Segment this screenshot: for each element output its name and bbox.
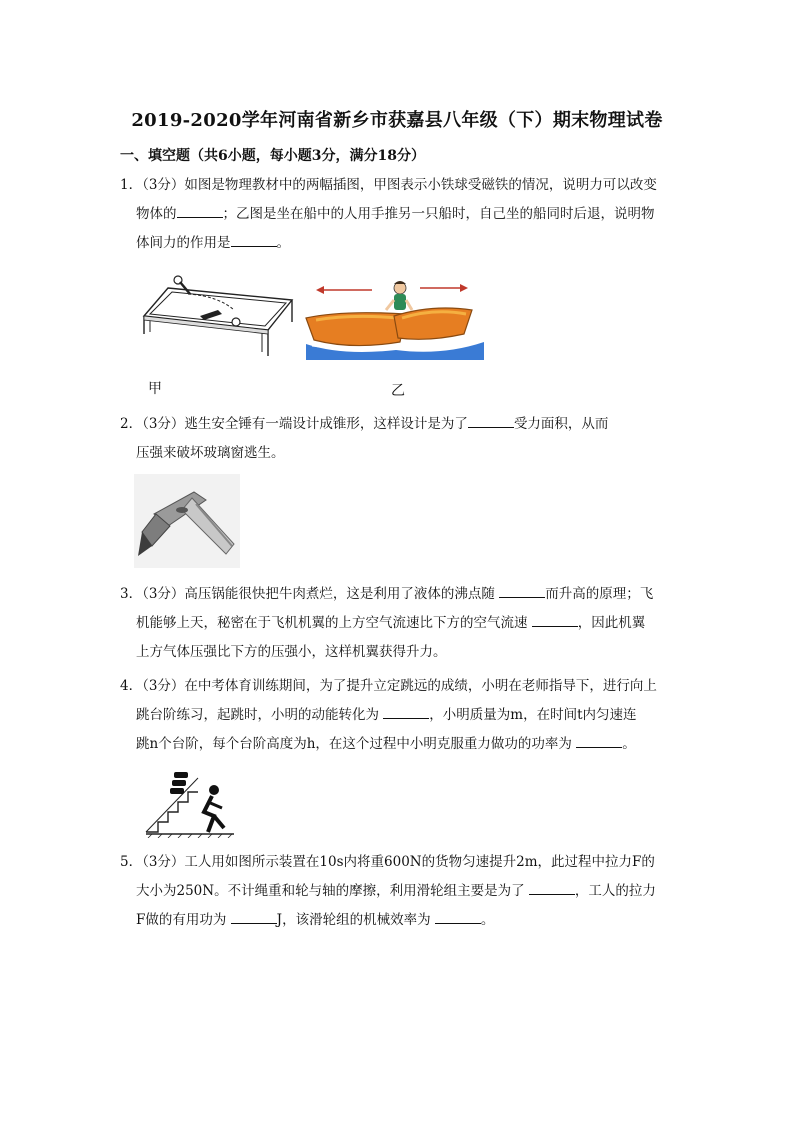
- q4-text-5: 。: [622, 736, 636, 752]
- answer-blank: [576, 734, 622, 748]
- answer-blank: [499, 584, 545, 598]
- q4-text-3: ，小明质量为m，在时间t内匀速连: [429, 707, 637, 723]
- caption-yi: 乙: [391, 383, 405, 399]
- q1-text-2: 物体的: [136, 206, 177, 222]
- q5-text-4: F做的有用功为: [136, 912, 231, 928]
- q5-text-5: J，该滑轮组的机械效率为: [276, 912, 435, 928]
- q3-line-3: 上方气体压强比下方的压强小，这样机翼获得升力。: [136, 644, 447, 660]
- answer-blank: [532, 613, 578, 627]
- answer-blank: [177, 204, 223, 218]
- answer-blank: [529, 881, 575, 895]
- q5-line-1: 5．（3分）工人用如图所示装置在10s内将重600N的货物匀速提升2m，此过程中拉力F的: [120, 854, 655, 870]
- question-4: [120, 672, 676, 759]
- q3-text-4: ，因此机翼: [577, 615, 646, 631]
- question-3: [120, 580, 676, 667]
- caption-jia: 甲: [148, 381, 162, 397]
- q4-line-1: 4．（3分）在中考体育训练期间，为了提升立定跳远的成绩，小明在老师指导下，进行向上: [120, 678, 657, 694]
- section-heading: 一、填空题（共6小题，每小题3分，满分18分）: [120, 148, 425, 164]
- safety-hammer-figure: [134, 474, 240, 568]
- q4-text-4: 跳n个台阶，每个台阶高度为h，在这个过程中小明克服重力做功的功率为: [136, 736, 577, 752]
- question-2: [120, 410, 676, 468]
- boats-figure: [302, 276, 488, 362]
- jumping-steps-figure: [142, 768, 238, 838]
- question-5: [120, 848, 676, 935]
- q1-text-4: 体间力的作用是: [136, 235, 231, 251]
- q3-text-2: 而升高的原理；飞: [545, 586, 654, 602]
- magnet-table-figure: [138, 272, 298, 368]
- question-1: [120, 171, 676, 258]
- q2-line-2: 压强来破坏玻璃窗逃生。: [136, 445, 285, 461]
- q3-text-3: 机能够上天，秘密在于飞机机翼的上方空气流速比下方的空气流速: [136, 615, 532, 631]
- q1-text-5: 。: [276, 235, 290, 251]
- q3-text-1: 3．（3分）高压锅能很快把牛肉煮烂，这是利用了液体的沸点随: [120, 586, 500, 602]
- q5-text-3: ，工人的拉力: [574, 883, 656, 899]
- q5-text-6: 。: [480, 912, 495, 928]
- answer-blank: [383, 705, 429, 719]
- q2-text-1: 2．（3分）逃生安全锤有一端设计成锥形，这样设计是为了: [120, 416, 468, 432]
- q4-text-2: 跳台阶练习，起跳时，小明的动能转化为: [136, 707, 384, 723]
- q1-text-3: ；乙图是坐在船中的人用手推另一只船时，自己坐的船同时后退，说明物: [222, 206, 655, 222]
- q2-text-2: 受力面积，从而: [513, 416, 609, 432]
- answer-blank: [435, 910, 481, 924]
- page-title: 2019-2020学年河南省新乡市获嘉县八年级（下）期末物理试卷: [131, 110, 663, 131]
- q5-text-2: 大小为250N。不计绳重和轮与轴的摩擦，利用滑轮组主要是为了: [136, 883, 529, 899]
- q1-line-1: 1．（3分）如图是物理教材中的两幅插图，甲图表示小铁球受磁铁的情况，说明力可以改变: [120, 177, 657, 193]
- answer-blank: [468, 414, 514, 428]
- answer-blank: [231, 233, 277, 247]
- answer-blank: [231, 910, 277, 924]
